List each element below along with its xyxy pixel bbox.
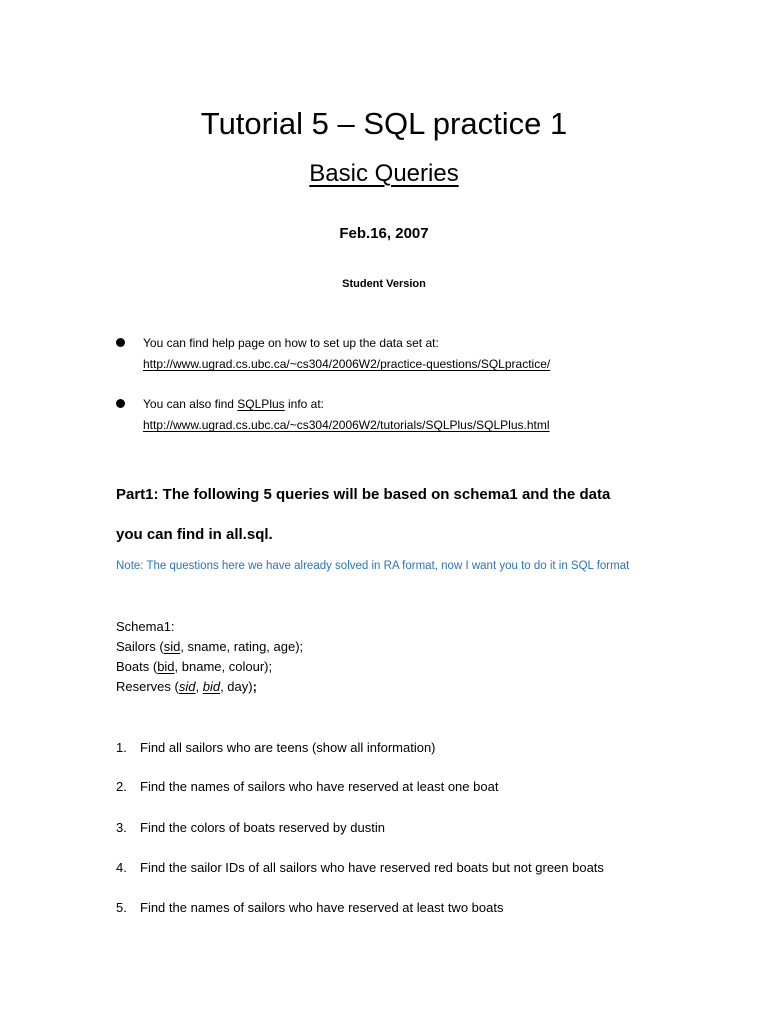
question-item <box>116 777 498 797</box>
schema-reserves-key-bid: bid <box>202 679 221 694</box>
bullet-text-setup: You can find help page on how to set up the data set at: <box>143 336 439 350</box>
page-subtitle: Basic Queries <box>309 160 459 187</box>
schema-boats-rest: , bname, colour); <box>174 659 273 674</box>
question-text: Find the sailor IDs of all sailors who have reserved red boats but not green boats <box>140 860 604 875</box>
question-text: Find the colors of boats reserved by dustin <box>140 820 385 835</box>
part1-heading-line2: you can find in all.sql. <box>116 526 273 543</box>
schema-reserves-sep: , <box>195 679 203 694</box>
question-item <box>116 818 385 838</box>
schema-reserves-key-sid: sid <box>178 679 196 694</box>
link-practice-questions[interactable]: http://www.ugrad.cs.ubc.ca/~cs304/2006W2/practice-questions/SQLpractice/ <box>143 357 551 371</box>
schema-reserves <box>116 677 257 697</box>
bullet-text-after: info at: <box>284 397 325 411</box>
schema-sailors-key: sid <box>163 639 181 654</box>
bullet-dot-icon <box>116 399 125 408</box>
schema-boats <box>116 657 272 677</box>
question-text: Find the names of sailors who have reserved at least one boat <box>140 779 499 794</box>
sqlplus-term: SQLPlus <box>237 397 285 411</box>
question-number: 4. <box>116 860 127 875</box>
question-number: 5. <box>116 900 127 915</box>
schema-boats-prefix: Boats ( <box>116 659 158 674</box>
schema-boats-key: bid <box>157 659 175 674</box>
question-number: 3. <box>116 820 127 835</box>
schema-sailors-prefix: Sailors ( <box>116 639 164 654</box>
document-date: Feb.16, 2007 <box>339 225 429 242</box>
part1-note: Note: The questions here we have already solved in RA format, now I want you to do it in SQL format <box>116 560 630 572</box>
link-sqlplus-info[interactable]: http://www.ugrad.cs.ubc.ca/~cs304/2006W2/tutorials/SQLPlus/SQLPlus.html <box>143 418 550 432</box>
schema-reserves-end: ; <box>252 679 257 694</box>
schema-sailors <box>116 637 303 657</box>
schema-sailors-rest: , sname, rating, age); <box>180 639 304 654</box>
part1-heading-line1: Part1: The following 5 queries will be based on schema1 and the data <box>116 486 611 503</box>
question-number: 2. <box>116 779 127 794</box>
bullet-text-before: You can also find <box>143 397 238 411</box>
schema-reserves-prefix: Reserves ( <box>116 679 179 694</box>
question-item <box>116 738 436 758</box>
version-label: Student Version <box>342 278 426 290</box>
bullet-dot-icon <box>116 338 125 347</box>
question-text: Find all sailors who are teens (show all information) <box>140 740 436 755</box>
question-number: 1. <box>116 740 127 755</box>
page-title: Tutorial 5 – SQL practice 1 <box>200 106 568 141</box>
schema-label: Schema1: <box>116 619 175 634</box>
question-text: Find the names of sailors who have reserved at least two boats <box>140 900 504 915</box>
bullet-text-sqlplus <box>143 396 324 412</box>
question-item <box>116 858 604 878</box>
question-item <box>116 898 503 918</box>
schema-reserves-rest: , day) <box>220 679 253 694</box>
